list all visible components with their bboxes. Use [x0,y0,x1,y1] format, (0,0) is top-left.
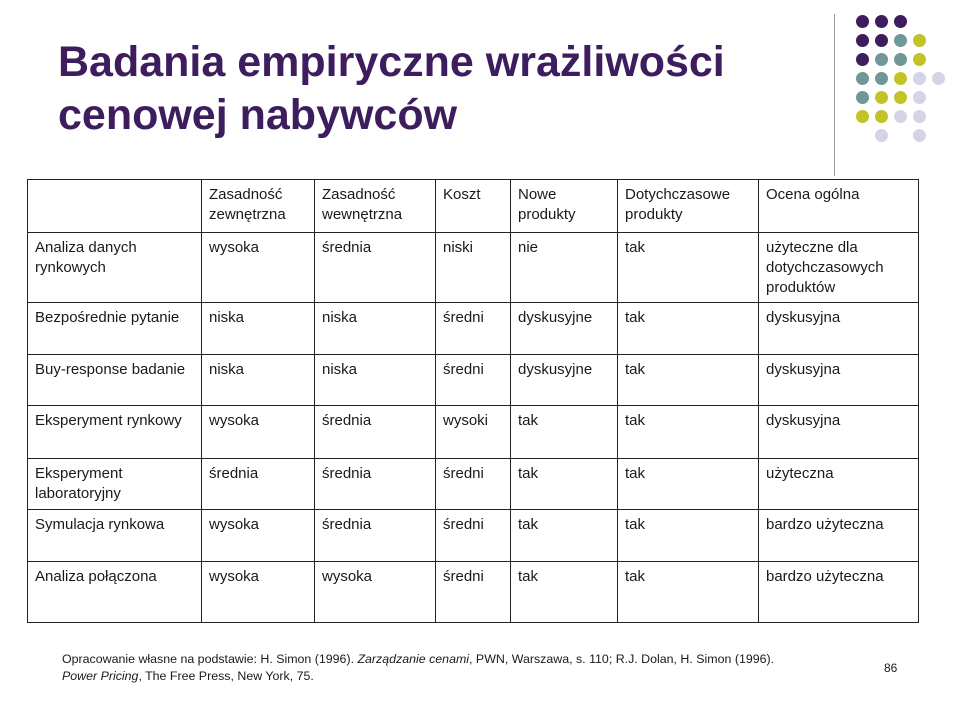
table-cell: dyskusyjne [511,355,618,406]
table-cell: średnia [202,459,315,510]
table-cell: wysoka [315,562,436,623]
table-cell: nie [511,233,618,303]
table-row [28,406,919,459]
table-cell: użyteczne dla dotychczasowych produktów [759,233,919,303]
table-cell: niska [202,355,315,406]
table-cell: użyteczna [759,459,919,510]
header-cell: Nowe produkty [511,180,618,233]
header-cell: Koszt [436,180,511,233]
table-cell: niski [436,233,511,303]
table-cell: tak [618,303,759,355]
table-cell: tak [511,459,618,510]
decor-dot [894,53,907,66]
table-cell: tak [618,406,759,459]
table-row [28,459,919,510]
table-row [28,303,919,355]
table-cell: wysoka [202,510,315,562]
decor-dot [875,91,888,104]
method-cell: Analiza danych rynkowych [28,233,202,303]
table-row [28,562,919,623]
table-cell: wysoka [202,233,315,303]
table-cell: bardzo użyteczna [759,510,919,562]
method-cell: Bezpośrednie pytanie [28,303,202,355]
decor-dot [856,91,869,104]
decor-dot [932,72,945,85]
table-cell: niska [315,355,436,406]
decor-dot [875,110,888,123]
decor-dot [894,91,907,104]
table-cell: tak [511,562,618,623]
comparison-table [27,179,919,623]
method-cell: Eksperyment laboratoryjny [28,459,202,510]
header-cell: Dotychczasowe produkty [618,180,759,233]
page-number: 86 [884,661,898,675]
decor-dot [913,72,926,85]
table-cell: średnia [315,510,436,562]
table-cell: dyskusyjna [759,355,919,406]
header-cell: Zasadność zewnętrzna [202,180,315,233]
method-cell: Eksperyment rynkowy [28,406,202,459]
decor-dot [875,15,888,28]
decor-dot [894,110,907,123]
decor-dot [894,15,907,28]
table-cell: dyskusyjna [759,303,919,355]
table-row [28,510,919,562]
source-note [62,651,802,685]
decor-dot [913,110,926,123]
header-cell: Zasadność wewnętrzna [315,180,436,233]
method-cell: Analiza połączona [28,562,202,623]
table-cell: tak [511,510,618,562]
decor-dot [875,53,888,66]
header-cell [28,180,202,233]
decor-dot [875,34,888,47]
table-cell: średni [436,303,511,355]
table-header-row [28,180,919,233]
decor-dot [913,53,926,66]
slide-title: Badania empiryczne wrażliwości cenowej nabywców [58,38,725,139]
decor-dot [894,72,907,85]
decor-dot [875,129,888,142]
table-cell: bardzo użyteczna [759,562,919,623]
source-title-1: Zarządzanie cenami [357,652,470,666]
table-cell: średnia [315,233,436,303]
table-cell: wysoka [202,562,315,623]
table-cell: wysoki [436,406,511,459]
table-cell: wysoka [202,406,315,459]
table-cell: dyskusyjna [759,406,919,459]
table-cell: tak [618,233,759,303]
table-cell: średnia [315,459,436,510]
table-cell: średni [436,510,511,562]
table-cell: niska [202,303,315,355]
table-row [28,355,919,406]
decor-dot [913,34,926,47]
table-row [28,233,919,303]
decor-dot [875,72,888,85]
table-cell: tak [618,510,759,562]
source-middle: , PWN, Warszawa, s. 110; R.J. Dolan, H. Simon (1996). [469,652,775,666]
method-cell: Symulacja rynkowa [28,510,202,562]
source-suffix: , The Free Press, New York, 75. [138,669,314,683]
decor-dot [856,34,869,47]
decor-dot [856,15,869,28]
table-cell: dyskusyjne [511,303,618,355]
decor-dot [894,34,907,47]
divider-line [834,14,835,176]
header-cell: Ocena ogólna [759,180,919,233]
table-cell: średni [436,459,511,510]
table-cell: średni [436,562,511,623]
decor-dot [856,72,869,85]
decor-dot [856,53,869,66]
table-cell: tak [618,355,759,406]
table-cell: tak [511,406,618,459]
table-cell: średni [436,355,511,406]
decor-dot [913,91,926,104]
table-cell: tak [618,562,759,623]
source-title-2: Power Pricing [62,669,139,683]
table-cell: tak [618,459,759,510]
source-prefix: Opracowanie własne na podstawie: H. Simon (1996). [62,652,358,666]
table-cell: średnia [315,406,436,459]
method-cell: Buy-response badanie [28,355,202,406]
decor-dot [913,129,926,142]
table-cell: niska [315,303,436,355]
decor-dot [856,110,869,123]
